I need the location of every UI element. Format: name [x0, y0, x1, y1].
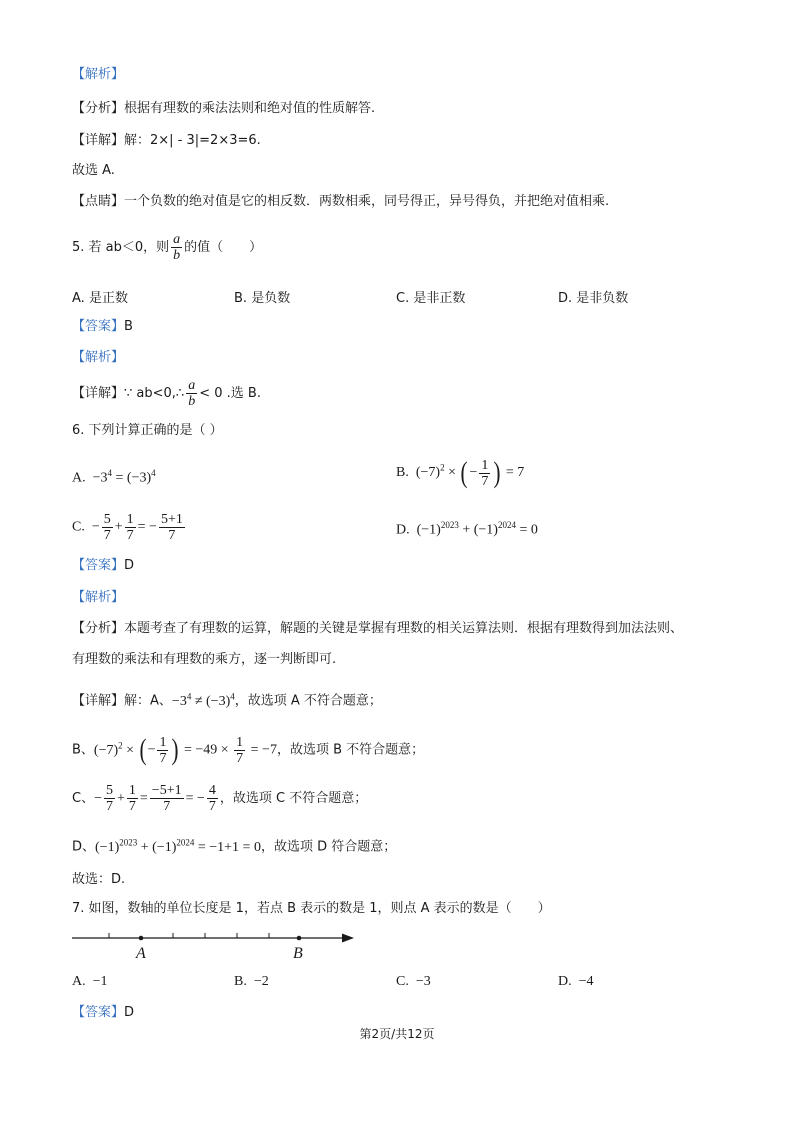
- q7-option-b: B. −2: [234, 974, 269, 989]
- q6-option-d: D. $(-1)^{2023} + (-1)^{2024} = 0$: [396, 520, 538, 538]
- q4-detail: 【详解】解：2×| - 3|=2×3=6.: [72, 133, 261, 148]
- q6-stem: 6. 下列计算正确的是（ ）: [72, 423, 223, 438]
- q6-jiexi-heading: 【解析】: [72, 590, 125, 605]
- q5-detail: 【详解】∵ ab<0,∴ $\frac{a}{b}$ < 0 .选 B.: [72, 378, 261, 409]
- number-line: [70, 926, 360, 966]
- q6-conclusion: 故选：D.: [72, 872, 126, 887]
- q6-option-c: C. − $\frac{5}{7}$ + $\frac{1}{7}$ = − $\frac{5+1}{7}$: [72, 512, 183, 543]
- q5-answer: 【答案】B: [72, 319, 133, 334]
- number-line-arrow: [342, 934, 354, 943]
- q5-option-d: D. 是非负数: [558, 291, 629, 306]
- q6-detail-a: 【详解】解：A、$-3^4 \ne (-3)^4$，故选项 A 不符合题意；: [72, 691, 382, 709]
- q7-option-a: A. −1: [72, 974, 108, 989]
- q5-option-b: B. 是负数: [234, 291, 291, 306]
- q6-option-b: B. $(-7)^2$ × ( − $\frac{1}{7}$ ) = 7: [396, 456, 525, 489]
- q6-detail-d: D、$(-1)^{2023} + (-1)^{2024} = -1+1 = 0$，故选项 D 符合题意；: [72, 837, 397, 855]
- q4-choice: 故选 A.: [72, 163, 115, 178]
- q6-analysis-line2: 有理数的乘法和有理数的乘方，逐一判断即可.: [72, 652, 337, 667]
- q4-tip: 【点睛】一个负数的绝对值是它的相反数．两数相乘，同号得正，异号得负，并把绝对值相乘.: [72, 194, 610, 209]
- q7-answer: 【答案】D: [72, 1005, 135, 1020]
- q5-stem: 5. 若 ab＜0，则 $\frac{a}{b}$ 的值（ ）: [72, 232, 263, 263]
- point-b-dot: [297, 936, 302, 941]
- page-footer: 第2页/共12页: [359, 1027, 435, 1041]
- point-b-label: B: [293, 945, 303, 962]
- q4-analysis: 【分析】根据有理数的乘法法则和绝对值的性质解答.: [72, 101, 376, 116]
- q6-answer: 【答案】D: [72, 558, 135, 573]
- q5-option-c: C. 是非正数: [396, 291, 466, 306]
- q6-option-a: A. $-3^4 = (-3)^4$: [72, 468, 156, 486]
- q6-detail-b: B、$(-7)^2$ × ( − $\frac{1}{7}$ ) = −49 × $\frac{1}{7}$ = −7，故选项 B 不符合题意；: [72, 733, 425, 767]
- q5-option-a: A. 是正数: [72, 291, 128, 306]
- q6-analysis-line1: 【分析】本题考查了有理数的运算，解题的关键是掌握有理数的相关运算法则．根据有理数得到加法法则、: [72, 621, 684, 636]
- q7-option-c: C. −3: [396, 974, 431, 989]
- point-a-dot: [139, 936, 144, 941]
- q6-detail-c: C、− $\frac{5}{7}$ + $\frac{1}{7}$ = $\frac{-5+1}{7}$ = − $\frac{4}{7}$ ，故选项 C 不符合题意；: [72, 783, 368, 814]
- q4-jiexi-heading: 【解析】: [72, 67, 125, 82]
- q7-stem: 7. 如图，数轴的单位长度是 1，若点 B 表示的数是 1，则点 A 表示的数是（ ）: [72, 901, 551, 916]
- q5-fraction: $\frac{a}{b}$: [173, 232, 181, 263]
- q5-jiexi-heading: 【解析】: [72, 350, 125, 365]
- point-a-label: A: [136, 945, 146, 962]
- q7-option-d: D. −4: [558, 974, 594, 989]
